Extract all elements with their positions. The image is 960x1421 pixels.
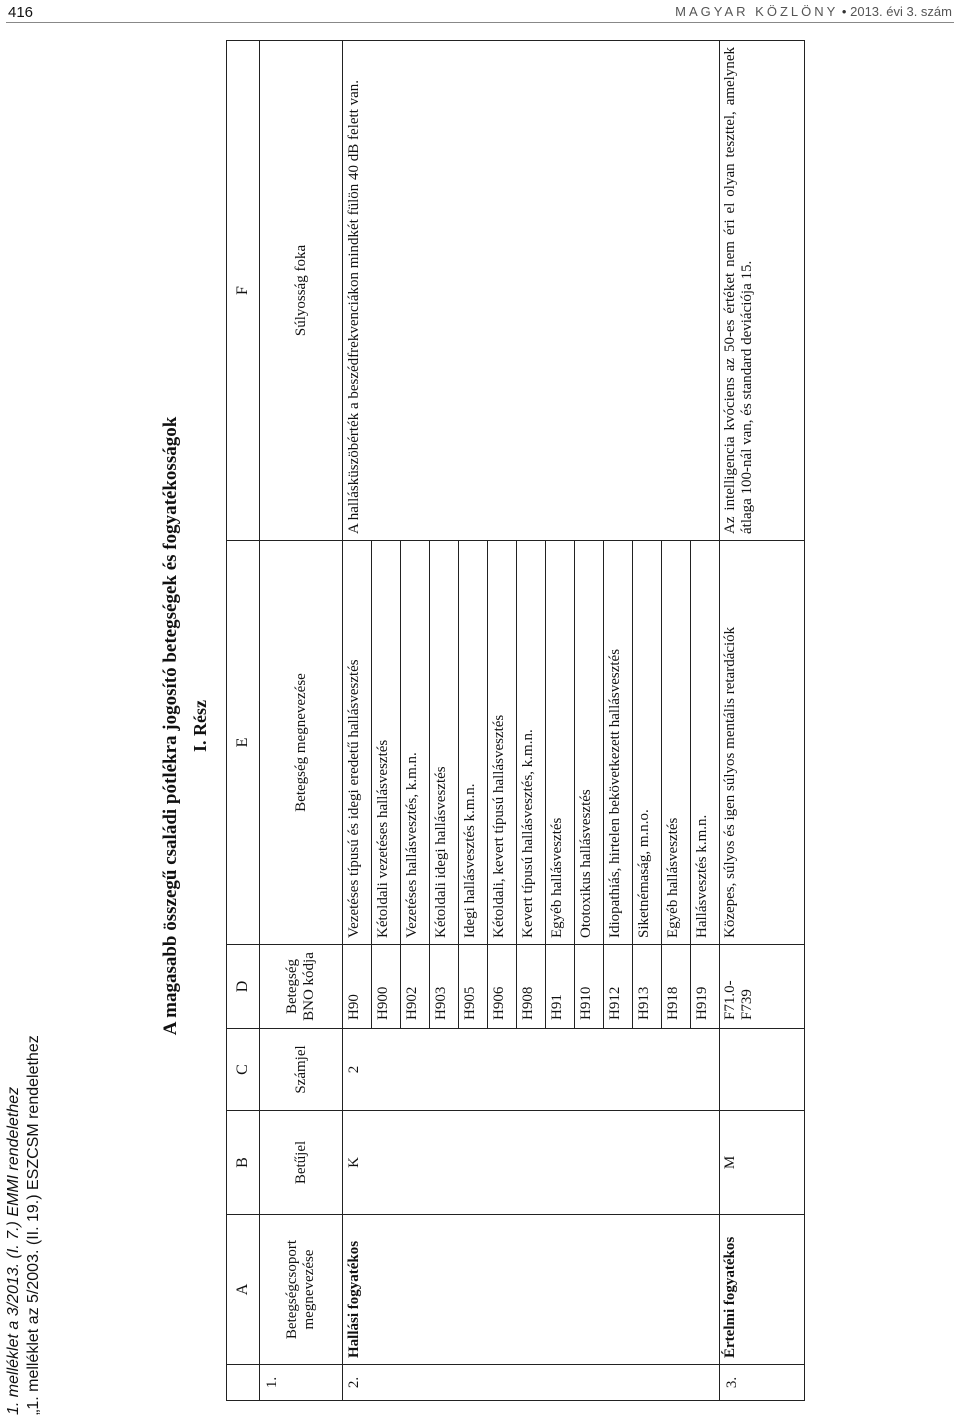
header-separator: • <box>841 4 847 19</box>
row-number: 3. <box>720 1365 805 1401</box>
group-digit <box>720 1029 805 1111</box>
group-digit: 2 <box>343 1029 720 1111</box>
header-rule <box>6 22 954 23</box>
column-letter-b: B <box>227 1111 260 1215</box>
table-row <box>720 41 805 1401</box>
bno-code: H913 <box>633 945 662 1029</box>
group-letter: M <box>720 1111 805 1215</box>
column-letter-a: A <box>227 1215 260 1365</box>
disease-name: Ototoxikus hallásvesztés <box>575 541 604 945</box>
bno-code: H919 <box>691 945 720 1029</box>
disease-name: Vezetéses típusú és idegi eredetű hallásvesztés <box>343 541 372 945</box>
disease-name: Közepes, súlyos és igen súlyos mentális retardációk <box>720 541 805 945</box>
bno-code: H903 <box>430 945 459 1029</box>
severity-text: A hallásküszöbérték a beszédfrekvenciákon mindkét fülön 40 dB felett van. <box>343 41 720 541</box>
disease-name: Kevert típusú hallásvesztés, k.m.n. <box>517 541 546 945</box>
header-bno-code: Betegség BNO kódja <box>260 945 343 1029</box>
group-letter: K <box>343 1111 720 1215</box>
bno-code: H912 <box>604 945 633 1029</box>
annex-reference-2: „1. melléklet az 5/2003. (II. 19.) ESZCSM rendelethez <box>25 1035 42 1415</box>
disease-table <box>226 40 805 1401</box>
bno-code: H900 <box>372 945 401 1029</box>
bno-code: H918 <box>662 945 691 1029</box>
disease-name: Kétoldali vezetéses hallásvesztés <box>372 541 401 945</box>
header-group-name: Betegségcsoport megnevezése <box>260 1215 343 1365</box>
group-name: Hallási fogyatékos <box>343 1215 720 1365</box>
document-title: A magasabb összegű családi pótlékra jogosító betegségek és fogyatékosságok <box>160 416 181 1036</box>
disease-name: Siketnémaság, m.n.o. <box>633 541 662 945</box>
disease-name: Kétoldali idegi hallásvesztés <box>430 541 459 945</box>
corner-cell <box>227 1365 260 1401</box>
rotated-page-content <box>0 31 940 1421</box>
bno-code: H902 <box>401 945 430 1029</box>
journal-name: MAGYAR KÖZLÖNY <box>675 4 839 19</box>
bno-code: H908 <box>517 945 546 1029</box>
header-digit: Számjel <box>260 1029 343 1111</box>
bno-code: F71.0-F739 <box>720 945 805 1029</box>
journal-issue: 2013. évi 3. szám <box>850 4 952 19</box>
column-letter-f: F <box>227 41 260 541</box>
disease-name: Idiopathiás, hirtelen bekövetkezett hallásvesztés <box>604 541 633 945</box>
page-number: 416 <box>8 4 34 21</box>
bno-code: H90 <box>343 945 372 1029</box>
column-letter-d: D <box>227 945 260 1029</box>
disease-name: Kétoldali, kevert típusú hallásvesztés <box>488 541 517 945</box>
group-name: Értelmi fogyatékos <box>720 1215 805 1365</box>
row-number: 1. <box>260 1365 343 1401</box>
disease-name: Vezetéses hallásvesztés, k.m.n. <box>401 541 430 945</box>
header-letter: Betűjel <box>260 1111 343 1215</box>
column-letter-c: C <box>227 1029 260 1111</box>
column-letter-row <box>227 41 260 1401</box>
disease-name: Idegi hallásvesztés k.m.n. <box>459 541 488 945</box>
header-severity: Súlyosság foka <box>260 41 343 541</box>
part-title: I. Rész <box>190 700 210 752</box>
bno-code: H906 <box>488 945 517 1029</box>
annex-reference-1: 1. melléklet a 3/2013. (I. 7.) EMMI rendelethez <box>5 1086 22 1415</box>
severity-text: Az intelligencia kvóciens az 50-es értéket nem éri el olyan teszttel, amelynek átlaga 100-nál van, és standard deviációja 15. <box>720 41 805 541</box>
journal-header <box>675 4 952 19</box>
bno-code: H91 <box>546 945 575 1029</box>
row-number: 2. <box>343 1365 720 1401</box>
column-letter-e: E <box>227 541 260 945</box>
bno-code: H905 <box>459 945 488 1029</box>
header-disease-name: Betegség megnevezése <box>260 541 343 945</box>
header-row <box>260 41 343 1401</box>
disease-name: Hallásvesztés k.m.n. <box>691 541 720 945</box>
bno-code: H910 <box>575 945 604 1029</box>
table-row <box>343 41 372 1401</box>
disease-name: Egyéb hallásvesztés <box>546 541 575 945</box>
disease-name: Egyéb hallásvesztés <box>662 541 691 945</box>
